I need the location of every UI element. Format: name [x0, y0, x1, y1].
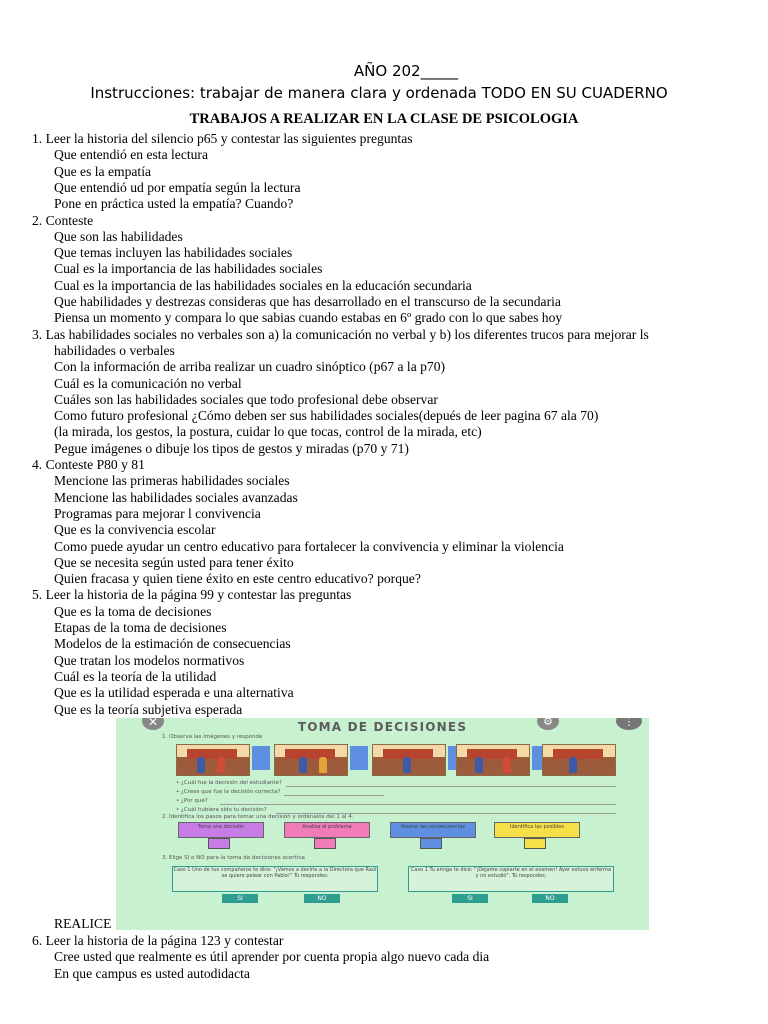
scene-image	[274, 744, 348, 776]
list-item: Piensa un momento y compara lo que sabias cuando estabas en 6º grado con lo que sabes hoy	[54, 310, 563, 326]
list-item: Cuáles son las habilidades sociales que todo profesional debe observar	[54, 391, 438, 407]
step-card: Identifica las posibles	[494, 822, 580, 838]
list-item: Como puede ayudar un centro educativo para fortalecer la convivencia y eliminar la violencia	[54, 538, 564, 554]
list-item: Que tratan los modelos normativos	[54, 652, 245, 668]
year-line: AÑO 202_____	[353, 62, 459, 80]
close-icon: ✕	[142, 718, 164, 730]
list-item: Programas para mejorar l convivencia	[54, 505, 261, 521]
list-item: Cual es la importancia de las habilidades sociales en la educación secundaria	[54, 277, 472, 293]
worksheet-bullet: • ¿Cuál hubiera sido tu decisión?	[176, 807, 267, 813]
list-item: Que es la toma de decisiones	[54, 603, 212, 619]
case-card: Caso 1 Tu amiga te dice: "¡Déjame copiarte en el examen! Ayer estuvo enferma y no estudió". Tú respondes:	[408, 866, 614, 892]
list-item: Mencione las habilidades sociales avanzadas	[54, 489, 298, 505]
list-item: 5. Leer la historia de la página 99 y contestar las preguntas	[32, 587, 352, 603]
list-item: Que es la utilidad esperada e una alternativa	[54, 685, 294, 701]
step-card: Toma una decisión	[178, 822, 264, 838]
list-item: 6. Leer la historia de la página 123 y contestar	[32, 933, 284, 948]
list-item: Que son las habilidades	[54, 228, 183, 244]
list-item: Modelos de la estimación de consecuencias	[54, 636, 291, 652]
scene-image	[372, 744, 446, 776]
no-button[interactable]: NO	[304, 894, 340, 903]
list-item: Que entendió ud por empatía según la lectura	[54, 179, 301, 195]
worksheet-title: TOMA DE DECISIONES	[297, 720, 468, 734]
arrow-box	[350, 746, 368, 770]
worksheet-bullet: • ¿Crees que fue la decisión correcta?	[176, 789, 281, 795]
list-item: Quien fracasa y quien tiene éxito en este centro educativo? porque?	[54, 571, 421, 587]
list-item: Cual es la importancia de las habilidades sociales	[54, 261, 323, 277]
menu-icon: ⋮	[616, 718, 642, 730]
list-item: 1. Leer la historia del silencio p65 y contestar las siguientes preguntas	[32, 131, 413, 146]
yes-button[interactable]: SI	[222, 894, 258, 903]
list-item: Pone en práctica usted la empatía? Cuando?	[54, 196, 294, 212]
worksheet-image	[116, 718, 649, 930]
worksheet-bullet: • ¿Cuál fue la decisión del estudiante?	[176, 780, 282, 786]
list-item: Que temas incluyen las habilidades sociales	[54, 245, 293, 261]
list-item: Etapas de la toma de decisiones	[54, 620, 227, 635]
scene-image	[542, 744, 616, 776]
arrow-box	[252, 746, 270, 770]
list-item: 4. Conteste P80 y 81	[32, 457, 145, 472]
yes-button[interactable]: SI	[452, 894, 488, 903]
list-item: Que habilidades y destrezas consideras que has desarrollado en el transcurso de la secundaria	[54, 294, 561, 309]
worksheet-question-2: 2. Identifica los pasos para tomar una decisión y ordénalos del 1 al 4.	[162, 814, 354, 820]
list-item: 3. Las habilidades sociales no verbales son a) la comunicación no verbal y b) los diferentes trucos para mejorar ls	[32, 326, 649, 342]
list-item: Que se necesita según usted para tener éxito	[54, 554, 294, 570]
gear-icon: ⚙	[537, 718, 559, 730]
list-item: Cree usted que realmente es útil aprender por cuenta propia algo nuevo cada dia	[54, 949, 490, 965]
scene-image	[456, 744, 530, 776]
answer-box[interactable]	[524, 838, 546, 849]
worksheet-question-1: 1. Observa las imágenes y responde	[162, 734, 263, 740]
scene-image	[176, 744, 250, 776]
list-item: Con la información de arriba realizar un cuadro sinóptico (p67 a la p70)	[54, 359, 446, 375]
case-card: Caso 1 Uno de tus compañeros te dice: "¡Vamos a decirle a la Directora que Raúl se quiere pelear con Pablo!" Tú respondes:	[172, 866, 378, 892]
worksheet-question-3: 3. Elige SI o NO para la toma de decisiones acertiva	[162, 855, 305, 861]
list-item: Que es la convivencia escolar	[54, 522, 216, 538]
instructions: Instrucciones: trabajar de manera clara y ordenada TODO EN SU CUADERNO	[90, 84, 668, 102]
answer-box[interactable]	[208, 838, 230, 849]
list-item: Que entendió en esta lectura	[54, 147, 208, 163]
list-item: Pegue imágenes o dibuje los tipos de gestos y miradas (p70 y 71)	[54, 440, 409, 456]
list-item: (la mirada, los gestos, la postura, cuidar lo que tocas, control de la mirada, etc)	[54, 424, 482, 440]
list-item: Cuál es la teoría de la utilidad	[54, 668, 217, 684]
list-item: habilidades o verbales	[54, 342, 175, 358]
list-item: En que campus es usted autodidacta	[54, 965, 250, 981]
step-card: Asume las consecuencias	[390, 822, 476, 838]
answer-box[interactable]	[314, 838, 336, 849]
list-item: Que es la empatía	[54, 163, 152, 179]
list-item: Que es la teoría subjetiva esperada	[54, 701, 243, 717]
no-button[interactable]: NO	[532, 894, 568, 903]
list-item: Como futuro profesional ¿Cómo deben ser sus habilidades sociales(depués de leer pagina 67 ala 70)	[54, 408, 599, 424]
list-item: 2. Conteste	[32, 212, 94, 228]
realice-label: REALICE	[54, 916, 112, 931]
list-item: Cuál es la comunicación no verbal	[54, 375, 242, 391]
list-item: Mencione las primeras habilidades sociales	[54, 473, 290, 489]
answer-box[interactable]	[420, 838, 442, 849]
step-card: Analiza el problema	[284, 822, 370, 838]
page-title: TRABAJOS A REALIZAR EN LA CLASE DE PSICOLOGIA	[189, 111, 579, 127]
worksheet-bullet: • ¿Por qué?	[176, 798, 208, 804]
